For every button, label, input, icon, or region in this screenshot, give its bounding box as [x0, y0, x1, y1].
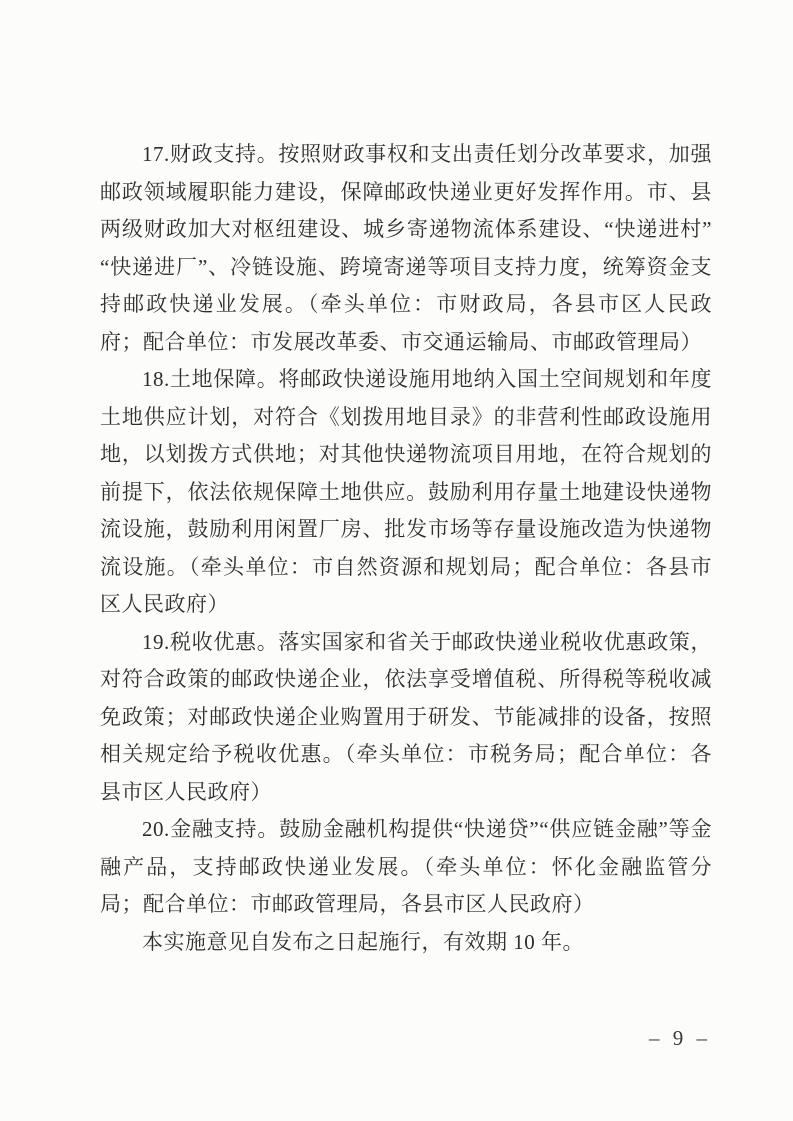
paragraph-17-fiscal-support: 17.财政支持。按照财政事权和支出责任划分改革要求，加强邮政领域履职能力建设，保障邮政快递业更好发挥作用。市、县两级财政加大对枢纽建设、城乡寄递物流体系建设、“快递进村”“快递进厂”、冷链设施、跨境寄递等项目支持力度，统筹资金支持邮政快递业发展。（牵头单位：市财政局，各县市区人民政府；配合单位：市发展改革委、市交通运输局、市邮政管理局） — [100, 142, 712, 354]
document-body — [100, 136, 712, 961]
page-number: – 9 – — [649, 1026, 711, 1050]
paragraph-19-tax-preference: 19.税收优惠。落实国家和省关于邮政快递业税收优惠政策，对符合政策的邮政快递企业，依法享受增值税、所得税等税收减免政策；对邮政快递企业购置用于研发、节能减排的设备，按照相关规定给予税收优惠。（牵头单位：市税务局；配合单位：各县市区人民政府） — [100, 629, 712, 804]
closing-effective-period-line: 本实施意见自发布之日起施行，有效期 10 年。 — [142, 929, 584, 954]
paragraph-18-land-guarantee: 18.土地保障。将邮政快递设施用地纳入国土空间规划和年度土地供应计划，对符合《划拨用地目录》的非营利性邮政设施用地，以划拨方式供地；对其他快递物流项目用地，在符合规划的前提下，依法依规保障土地供应。鼓励利用存量土地建设快递物流设施，鼓励利用闲置厂房、批发市场等存量设施改造为快递物流设施。（牵头单位：市自然资源和规划局；配合单位：各县市区人民政府） — [100, 367, 712, 616]
paragraph-20-financial-support: 20.金融支持。鼓励金融机构提供“快递贷”“供应链金融”等金融产品，支持邮政快递业发展。（牵头单位：怀化金融监管分局；配合单位：市邮政管理局，各县市区人民政府） — [100, 817, 712, 916]
